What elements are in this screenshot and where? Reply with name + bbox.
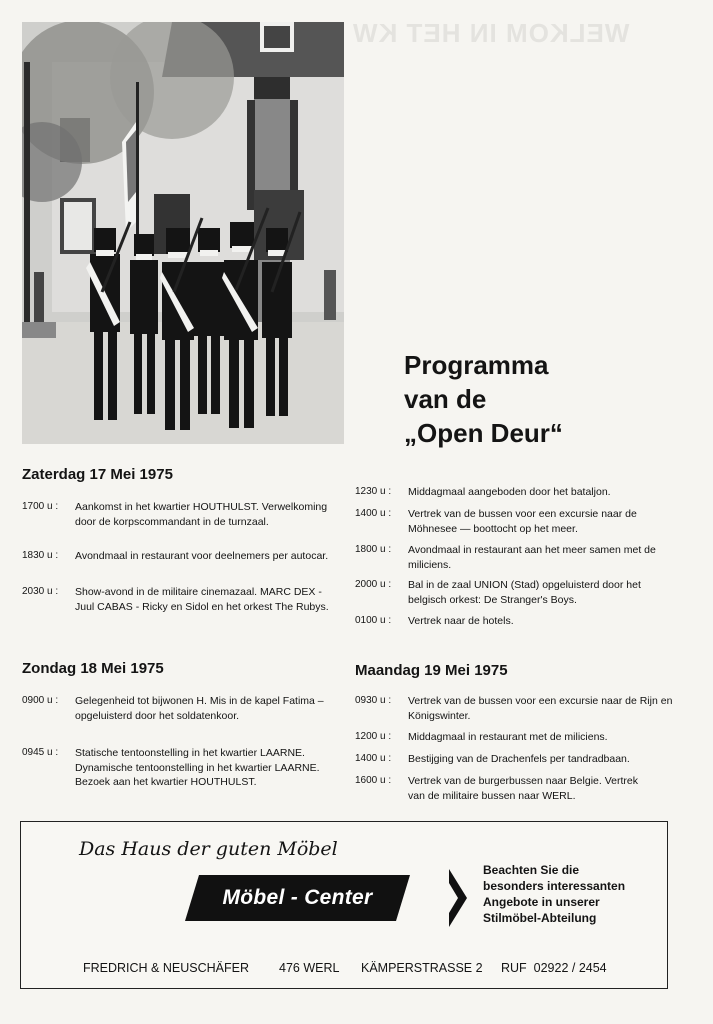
entry-time: 1200 u : [355,731,392,742]
entry-time: 1700 u : [22,501,59,512]
entry-text: Avondmaal in restaurant aan het meer samen met de miliciens. [408,544,656,571]
ad-address [83,961,607,975]
schedule-entry [355,752,673,767]
entry-text: Avondmaal in restaurant voor deelnemers per autocar. [75,550,329,562]
entry-text: Gelegenheid tot bijwonen H. Mis in de kapel Fatima – opgeluisterd door het soldatenkoor. [75,695,324,722]
program-title-line: Programma [404,350,549,380]
entry-time: 0930 u : [355,695,392,706]
logo-text: Möbel - Center [222,886,373,909]
entry-time: 1600 u : [355,775,392,786]
zip-city: 476 WERL [279,961,340,975]
entry-time: 0100 u : [355,615,392,626]
schedule-entry [22,746,342,790]
entry-text: Middagmaal aangeboden door het bataljon. [408,486,611,498]
saturday-heading: Zaterdag 17 Mei 1975 [22,466,173,483]
advertisement-box [20,821,668,989]
entry-time: 2030 u : [22,586,59,597]
entry-text: Vertrek van de bussen voor een excursie naar de Möhnesee — boottocht op het meer. [408,508,637,535]
schedule-entry [22,549,342,564]
bleed-through-title: WELKOM IN HET KW [352,18,630,48]
schedule-entry [355,485,673,500]
program-title-line: van de [404,384,487,414]
entry-text: Aankomst in het kwartier HOUTHULST. Verwelkoming door de korpscommandant in de turnzaal. [75,501,328,528]
schedule-entry [355,774,673,803]
monday-heading: Maandag 19 Mei 1975 [355,662,508,679]
entry-time: 1400 u : [355,508,392,519]
schedule-entry [355,507,673,536]
entry-time: 1400 u : [355,753,392,764]
schedule-entry [355,578,673,607]
schedule-entry [355,543,673,572]
entry-time: 0900 u : [22,695,59,706]
street-address: KÄMPERSTRASSE 2 [361,961,483,975]
entry-time: 1830 u : [22,550,59,561]
schedule-entry [22,500,342,529]
moebel-center-logo [185,875,410,921]
program-title [404,348,563,450]
ad-message-line: Beachten Sie die [483,863,580,877]
sunday-heading: Zondag 18 Mei 1975 [22,660,164,677]
company-name: FREDRICH & NEUSCHÄFER [83,961,249,975]
entry-time: 1800 u : [355,544,392,555]
entry-text: Statische tentoonstelling in het kwartier LAARNE. Dynamische tentoonstelling in het kwartier LAARNE. Bezoek aan het kwartier HOUTHULST. [75,747,320,788]
soldiers-photo [22,22,344,444]
schedule-entry [355,730,673,745]
schedule-entry [355,694,673,723]
entry-text: Bal in de zaal UNION (Stad) opgeluisterd door het belgisch orkest: De Stranger's Boys. [408,579,641,606]
ad-message [483,862,625,926]
entry-time: 2000 u : [355,579,392,590]
ad-message-line: besonders interessanten [483,879,626,893]
ad-message-line: Stilmöbel-Abteilung [483,911,597,925]
entry-text: Bestijging van de Drachenfels per tandradbaan. [408,753,630,765]
program-title-line: „Open Deur“ [404,418,563,448]
entry-text: Vertrek van de burgerbussen naar Belgie. Vertrek van de militaire bussen naar WERL. [408,775,638,802]
schedule-entry [355,614,673,629]
entry-text: Show-avond in de militaire cinemazaal. MARC DEX - Juul CABAS - Ricky en Sidol en het orkest The Rubys. [75,586,329,613]
schedule-entry [22,694,342,723]
entry-text: Vertrek naar de hotels. [408,615,514,627]
entry-time: 0945 u : [22,747,59,758]
entry-text: Middagmaal in restaurant met de miliciens. [408,731,608,743]
phone-number: RUF 02922 / 2454 [501,961,607,975]
entry-text: Vertrek van de bussen voor een excursie naar de Rijn en Königswinter. [408,695,673,722]
entry-time: 1230 u : [355,486,392,497]
ad-slogan: Das Haus der guten Möbel [79,838,338,860]
schedule-entry [22,585,342,614]
ad-message-line: Angebote in unserer [483,895,600,909]
arrow-right-icon [449,869,467,927]
